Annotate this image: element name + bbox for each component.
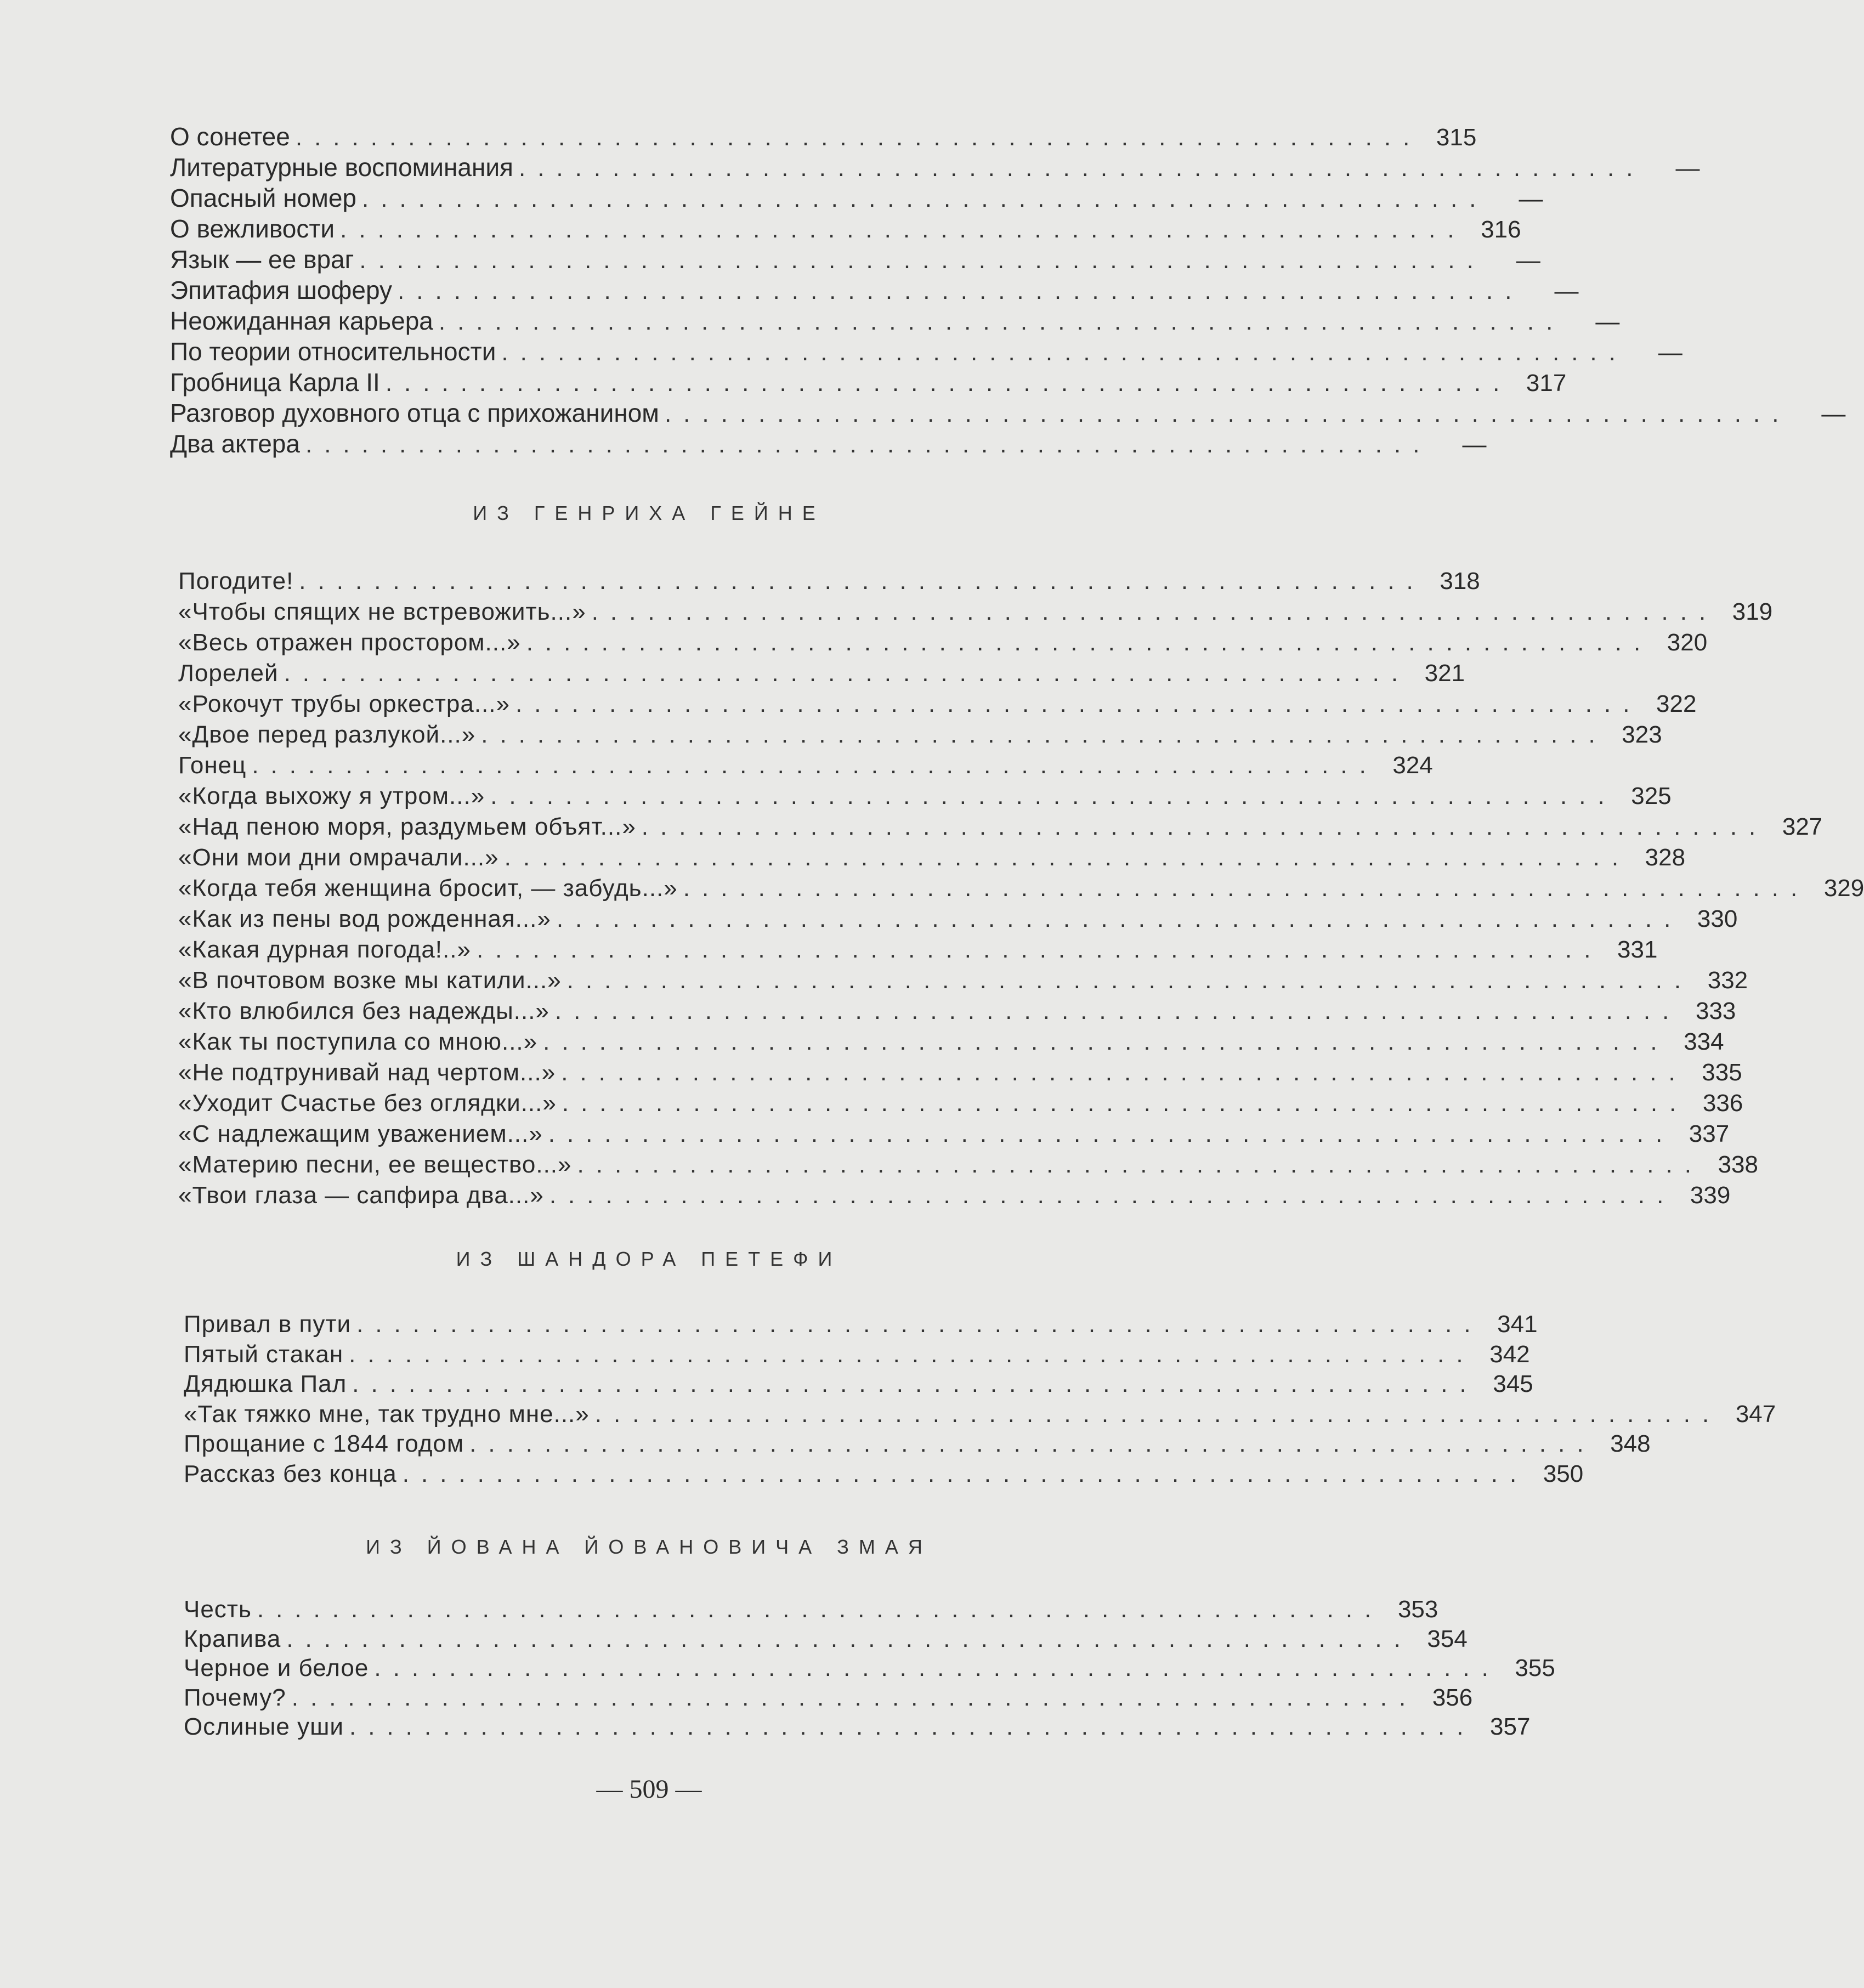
entry-title: Ослиные уши xyxy=(184,1713,344,1740)
entry-page: 328 xyxy=(1645,844,1686,871)
entry-page: 316 xyxy=(1481,216,1521,243)
entry-title: Неожиданная карьера xyxy=(170,307,433,335)
dot-leader: ............................................................ xyxy=(543,1028,1669,1055)
toc-entry xyxy=(178,1059,1742,1090)
entry-page: 333 xyxy=(1695,998,1736,1024)
dot-leader: ............................................................ xyxy=(526,629,1653,656)
dot-leader: ............................................................ xyxy=(286,1625,1413,1652)
toc-entry xyxy=(170,183,1543,214)
entry-title: Два актера xyxy=(170,429,300,458)
dot-leader: ............................................................ xyxy=(577,1151,1703,1178)
entry-title: «Двое перед разлукой...» xyxy=(178,721,476,748)
entry-title: Гробница Карла II xyxy=(170,368,380,397)
dot-leader: ............................................................ xyxy=(402,1460,1529,1487)
entry-page: 324 xyxy=(1392,752,1433,779)
toc-entry xyxy=(184,1713,1531,1744)
entry-title: «Рокочут трубы оркестра...» xyxy=(178,690,510,717)
entry-title: «Уходит Счастье без оглядки...» xyxy=(178,1090,557,1117)
entry-title: Черное и белое xyxy=(184,1655,369,1681)
dot-leader: ............................................................ xyxy=(359,247,1486,274)
entry-title: «В почтовом возке мы катили...» xyxy=(178,967,562,994)
dot-leader: ............................................................ xyxy=(549,1182,1676,1209)
entry-title: Литературные воспоминания xyxy=(170,153,513,182)
entry-page: — xyxy=(1675,155,1700,182)
toc-entry xyxy=(178,1028,1724,1059)
toc-entry xyxy=(178,721,1662,752)
entry-title: Прощание с 1844 годом xyxy=(184,1430,464,1457)
entry-page: 338 xyxy=(1718,1151,1758,1178)
dot-leader: ............................................................ xyxy=(352,1370,1478,1397)
dot-leader: ............................................................ xyxy=(340,216,1466,243)
entry-page: 341 xyxy=(1497,1311,1538,1338)
entry-title: «Как из пены вод рожденная...» xyxy=(178,905,551,932)
toc-entry xyxy=(184,1370,1533,1401)
entry-title: «Как ты поступила со мною...» xyxy=(178,1028,538,1055)
toc-entry xyxy=(184,1460,1584,1491)
entry-title: О вежливости xyxy=(170,214,335,243)
entry-title: Гонец xyxy=(178,752,247,779)
entry-page: — xyxy=(1462,431,1487,458)
entry-page: 323 xyxy=(1622,721,1662,748)
entry-page: 342 xyxy=(1489,1340,1530,1368)
entry-page: — xyxy=(1554,277,1579,304)
entry-title: Погодите! xyxy=(178,568,294,594)
section-heading: ИЗ ШАНДОРА ПЕТЕФИ xyxy=(456,1248,842,1270)
toc-entry xyxy=(178,875,1864,905)
entry-page: — xyxy=(1519,185,1543,212)
entry-title: «Так тяжко мне, так трудно мне...» xyxy=(184,1400,590,1428)
toc-entry xyxy=(178,752,1433,783)
toc-entry xyxy=(170,214,1521,245)
dot-leader: ............................................................ xyxy=(252,752,1378,779)
entry-page: 348 xyxy=(1610,1430,1651,1457)
entry-page: 355 xyxy=(1515,1655,1555,1681)
entry-page: 318 xyxy=(1440,568,1480,594)
entry-title: «Чтобы спящих не встревожить...» xyxy=(178,598,586,625)
dot-leader: ............................................................ xyxy=(591,598,1718,625)
toc-entry xyxy=(178,998,1736,1028)
entry-page: — xyxy=(1658,339,1682,366)
entry-page: 345 xyxy=(1493,1370,1533,1397)
toc-entry xyxy=(184,1655,1555,1685)
dot-leader: ............................................................ xyxy=(349,1340,1475,1368)
entry-title: «Над пеною моря, раздумьем объят...» xyxy=(178,813,636,840)
dot-leader: ............................................................ xyxy=(683,875,1810,902)
entry-page: 335 xyxy=(1702,1059,1742,1086)
entry-title: По теории относительности xyxy=(170,337,496,366)
entry-title: Разговор духовного отца с прихожанином xyxy=(170,399,659,427)
toc-entry xyxy=(178,598,1773,629)
section-heading: ИЗ ЙОВАНА ЙОВАНОВИЧА ЗМАЯ xyxy=(366,1536,932,1558)
toc-entry xyxy=(170,122,1477,152)
toc-entry xyxy=(178,1182,1731,1213)
dot-leader: ............................................................ xyxy=(284,660,1410,687)
entry-title: «Кто влюбился без надежды...» xyxy=(178,998,549,1024)
dot-leader: ............................................................ xyxy=(295,124,1422,151)
entry-page: 320 xyxy=(1667,629,1708,656)
toc-entry xyxy=(170,275,1579,306)
dot-leader: ............................................................ xyxy=(299,568,1425,594)
entry-page: 317 xyxy=(1526,370,1567,397)
dot-leader: ............................................................ xyxy=(566,967,1693,994)
entry-page: 332 xyxy=(1707,967,1748,994)
entry-title: Почему? xyxy=(184,1684,286,1711)
toc-entry xyxy=(178,783,1672,813)
entry-page: 356 xyxy=(1432,1684,1473,1711)
entry-page: 331 xyxy=(1617,936,1658,963)
entry-page: — xyxy=(1516,247,1540,274)
dot-leader: ............................................................ xyxy=(548,1120,1675,1147)
dot-leader: ............................................................ xyxy=(562,1090,1689,1117)
toc-entry xyxy=(178,813,1823,844)
toc-entry xyxy=(178,690,1697,721)
entry-page: 315 xyxy=(1436,124,1477,151)
toc-entry xyxy=(170,152,1700,183)
entry-page: 336 xyxy=(1702,1090,1743,1117)
toc-entry xyxy=(184,1596,1438,1627)
entry-page: 337 xyxy=(1689,1120,1730,1147)
entry-title: Дядюшка Пал xyxy=(184,1370,347,1397)
toc-entry xyxy=(178,967,1748,998)
toc-entry xyxy=(170,337,1682,367)
entry-page: — xyxy=(1821,400,1846,427)
toc-entry xyxy=(184,1625,1468,1656)
entry-page: 339 xyxy=(1690,1182,1731,1209)
dot-leader: ............................................................ xyxy=(356,1311,1483,1338)
entry-title: Рассказ без конца xyxy=(184,1460,397,1487)
entry-title: Язык — ее враг xyxy=(170,245,354,274)
page-number: — 509 — xyxy=(596,1775,702,1804)
dot-leader: ............................................................ xyxy=(398,277,1524,304)
dot-leader: ............................................................ xyxy=(374,1655,1500,1681)
entry-page: 330 xyxy=(1697,905,1738,932)
dot-leader: ............................................................ xyxy=(501,339,1628,366)
dot-leader: ............................................................ xyxy=(481,721,1607,748)
entry-page: — xyxy=(1595,308,1620,335)
entry-page: 329 xyxy=(1823,875,1864,902)
toc-entry xyxy=(178,844,1686,875)
entry-title: «Когда выхожу я утром...» xyxy=(178,783,485,809)
dot-leader: ............................................................ xyxy=(504,844,1631,871)
toc-entry xyxy=(178,1151,1758,1182)
toc-entry xyxy=(170,245,1540,275)
entry-title: Честь xyxy=(184,1596,252,1623)
toc-entry xyxy=(178,1120,1730,1151)
toc-entry xyxy=(170,306,1620,337)
dot-leader: ............................................................ xyxy=(385,370,1512,397)
toc-entry xyxy=(178,936,1658,967)
toc-entry xyxy=(184,1311,1538,1341)
entry-page: 325 xyxy=(1631,783,1672,809)
dot-leader: ............................................................ xyxy=(664,400,1791,427)
dot-leader: ............................................................ xyxy=(554,998,1681,1024)
dot-leader: ............................................................ xyxy=(641,813,1768,840)
entry-title: Эпитафия шоферу xyxy=(170,276,393,304)
entry-page: 357 xyxy=(1490,1713,1531,1740)
entry-title: «Они мои дни омрачали...» xyxy=(178,844,499,871)
toc-entry xyxy=(184,1430,1651,1461)
dot-leader: ............................................................ xyxy=(594,1400,1721,1428)
toc-entry xyxy=(184,1684,1473,1715)
entry-title: Лорелей xyxy=(178,660,279,687)
entry-page: 334 xyxy=(1684,1028,1724,1055)
entry-title: О сонетее xyxy=(170,122,290,151)
section-heading: ИЗ ГЕНРИХА ГЕЙНЕ xyxy=(473,502,825,524)
toc-entry xyxy=(170,429,1487,460)
entry-title: «Твои глаза — сапфира два...» xyxy=(178,1182,544,1209)
entry-title: Крапива xyxy=(184,1625,281,1652)
entry-page: 353 xyxy=(1397,1596,1438,1623)
dot-leader: ............................................................ xyxy=(476,936,1603,963)
dot-leader: ............................................................ xyxy=(518,155,1645,182)
dot-leader: ............................................................ xyxy=(438,308,1565,335)
entry-title: «Весь отражен простором...» xyxy=(178,629,521,656)
dot-leader: ............................................................ xyxy=(305,431,1432,458)
dot-leader: ............................................................ xyxy=(362,185,1488,212)
entry-title: «С надлежащим уважением...» xyxy=(178,1120,543,1147)
toc-entry xyxy=(178,629,1708,660)
toc-entry xyxy=(170,367,1567,398)
dot-leader: ............................................................ xyxy=(349,1713,1476,1740)
entry-page: 354 xyxy=(1427,1625,1468,1652)
entry-page: 322 xyxy=(1656,690,1697,717)
dot-leader: ............................................................ xyxy=(490,783,1617,809)
toc-entry xyxy=(184,1340,1530,1372)
toc-entry xyxy=(178,568,1480,598)
dot-leader: ............................................................ xyxy=(561,1059,1687,1086)
toc-entry xyxy=(178,1090,1743,1120)
entry-title: «Когда тебя женщина бросит, — забудь...» xyxy=(178,875,678,902)
dot-leader: ............................................................ xyxy=(556,905,1683,932)
entry-title: «Материю песни, ее вещество...» xyxy=(178,1151,572,1178)
dot-leader: ............................................................ xyxy=(469,1430,1596,1457)
toc-entry xyxy=(184,1400,1776,1431)
dot-leader: ............................................................ xyxy=(515,690,1642,717)
entry-title: «Не подтрунивай над чертом...» xyxy=(178,1059,556,1086)
entry-page: 347 xyxy=(1735,1400,1776,1428)
dot-leader: ............................................................ xyxy=(291,1684,1418,1711)
entry-title: Опасный номер xyxy=(170,184,356,212)
toc-entry xyxy=(178,660,1465,690)
entry-page: 321 xyxy=(1424,660,1465,687)
entry-title: «Какая дурная погода!..» xyxy=(178,936,471,963)
toc-entry xyxy=(178,905,1738,936)
dot-leader: ............................................................ xyxy=(257,1596,1384,1623)
entry-page: 327 xyxy=(1782,813,1823,840)
toc-entry xyxy=(170,398,1846,429)
entry-title: Привал в пути xyxy=(184,1311,352,1338)
entry-page: 350 xyxy=(1543,1460,1584,1487)
entry-title: Пятый стакан xyxy=(184,1340,344,1368)
entry-page: 319 xyxy=(1732,598,1773,625)
